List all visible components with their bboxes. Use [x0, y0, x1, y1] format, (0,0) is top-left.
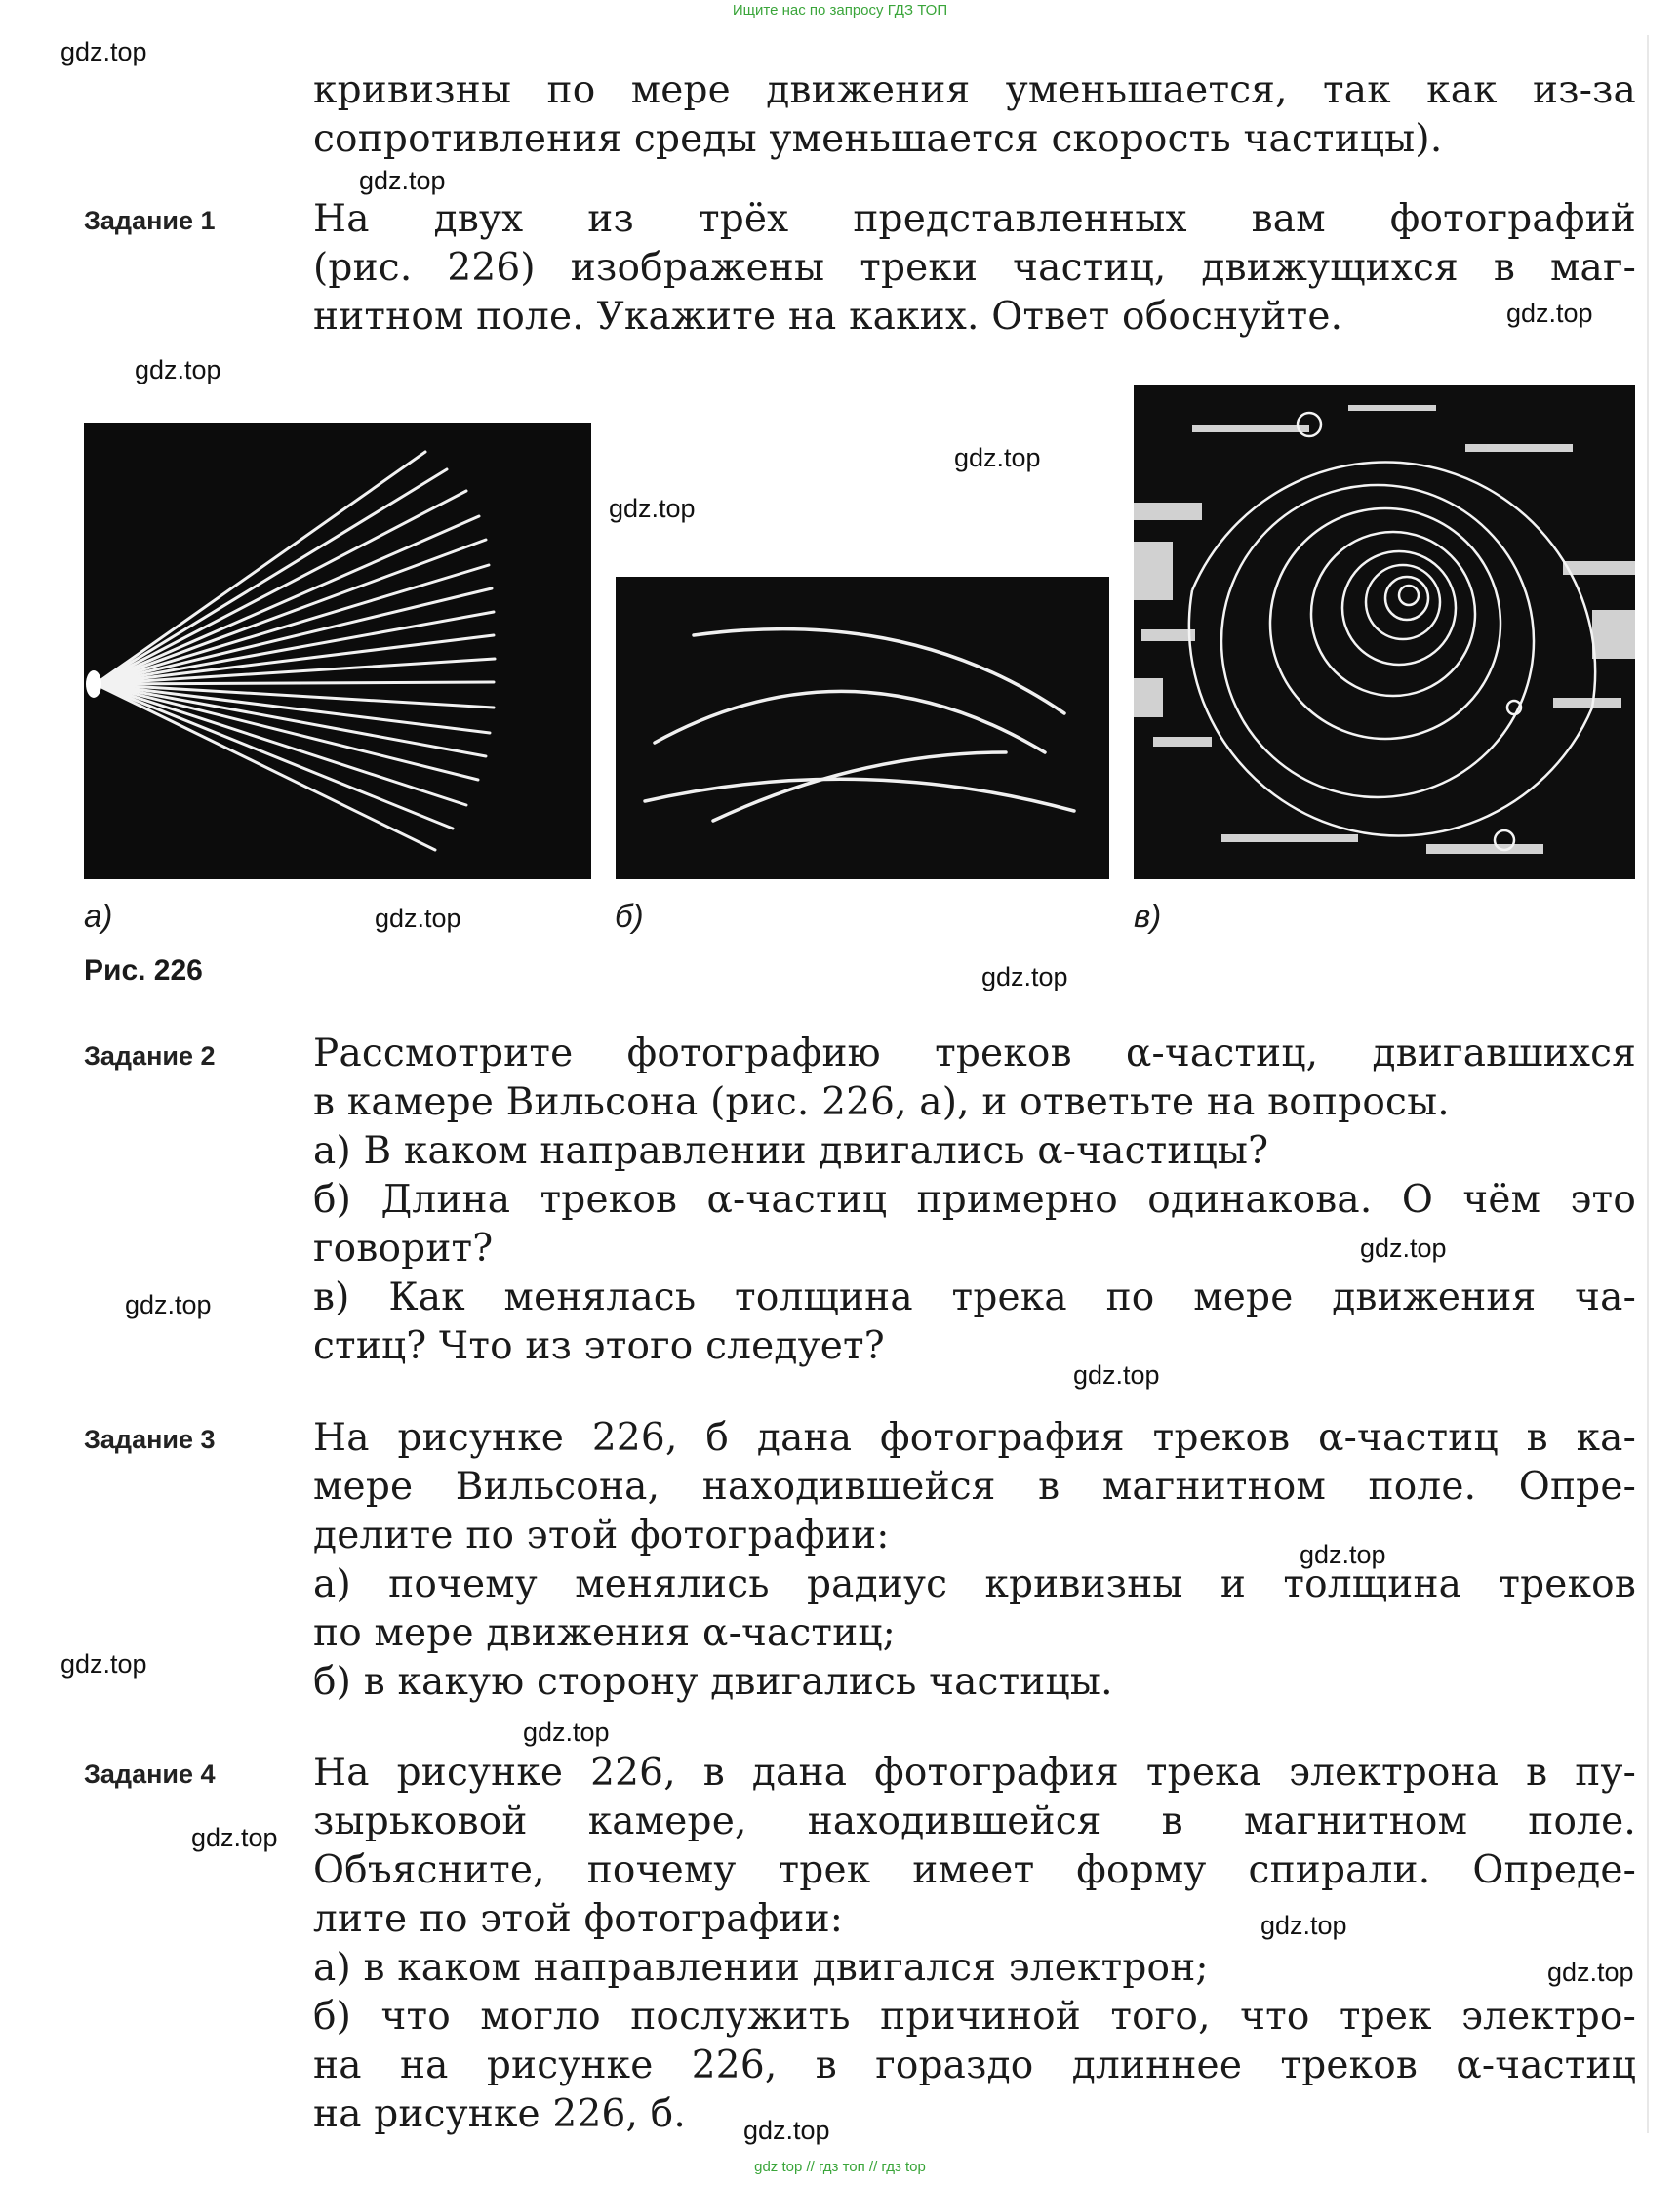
task-2-label: Задание 2: [84, 1041, 216, 1071]
watermark: gdz.top: [1360, 1234, 1447, 1263]
text-line: лите по этой фотографии:: [313, 1897, 844, 1941]
watermark: gdz.top: [1073, 1360, 1160, 1390]
text-line: На рисунке 226, б дана фотография треков α-частиц в ка-: [313, 1416, 1636, 1460]
intro-paragraph: [313, 66, 1636, 164]
text-line: на на рисунке 226, в гораздо длиннее треков α-частиц: [313, 2043, 1636, 2087]
task-3-label: Задание 3: [84, 1425, 216, 1454]
watermark: gdz.top: [135, 355, 221, 384]
watermark: gdz.top: [1300, 1540, 1386, 1569]
task-3-text: [313, 1414, 1636, 1707]
watermark: gdz.top: [359, 166, 446, 195]
watermark: gdz.top: [375, 904, 461, 933]
text-line: в) Как менялась толщина трека по мере движения ча-: [313, 1275, 1636, 1319]
figure-label-b: б): [615, 898, 644, 934]
watermark: gdz.top: [981, 962, 1068, 991]
text-line: На рисунке 226, в дана фотография трека электрона в пу-: [313, 1751, 1636, 1795]
text-line: стиц? Что из этого следует?: [313, 1324, 885, 1368]
text-line: а) почему менялись радиус кривизны и толщина треков: [313, 1562, 1636, 1606]
text-line: б) что могло послужить причиной того, что трек электро-: [313, 1995, 1636, 2039]
text-line: а) В каком направлении двигались α-частицы?: [313, 1129, 1269, 1173]
figure-label-c: в): [1134, 898, 1162, 934]
watermark: gdz.top: [1547, 1958, 1634, 1987]
watermark: gdz.top: [191, 1823, 278, 1852]
watermark: gdz.top: [125, 1290, 212, 1319]
text-line: говорит?: [313, 1227, 494, 1271]
task-4-label: Задание 4: [84, 1760, 216, 1789]
watermark: gdz.top: [1260, 1911, 1347, 1940]
text-line: в камере Вильсона (рис. 226, а), и ответьте на вопросы.: [313, 1080, 1450, 1124]
text-line: (рис. 226) изображены треки частиц, движущихся в маг-: [313, 246, 1636, 290]
text-line: зырьковой камере, находившейся в магнитном поле.: [313, 1800, 1636, 1843]
footer-links[interactable]: gdz top // гдз топ // гдз top: [754, 2159, 926, 2175]
text-line: мере Вильсона, находившейся в магнитном поле. Опре-: [313, 1465, 1636, 1509]
text-line: Объясните, почему трек имеет форму спирали. Опреде-: [313, 1848, 1636, 1892]
task-1-label: Задание 1: [84, 206, 216, 235]
photo-b-curved-tracks: [616, 577, 1109, 879]
text-line: сопротивления среды уменьшается скорость частицы).: [313, 117, 1443, 161]
text-line: Рассмотрите фотографию треков α-частиц, двигавшихся: [313, 1032, 1636, 1075]
task-2-text: [313, 1030, 1636, 1371]
text-line: на рисунке 226, б.: [313, 2092, 686, 2136]
watermark: gdz.top: [523, 1718, 610, 1747]
figure-label-a: а): [84, 898, 113, 934]
task-4-text: [313, 1749, 1636, 2139]
alpha-tracks-image: [84, 423, 591, 879]
text-line: делите по этой фотографии:: [313, 1514, 890, 1558]
watermark: gdz.top: [1506, 299, 1593, 328]
watermark: gdz.top: [60, 37, 147, 66]
watermark: gdz.top: [743, 2116, 830, 2145]
text-line: б) Длина треков α-частиц примерно одинакова. О чём это: [313, 1178, 1636, 1222]
text-line: б) в какую сторону двигались частицы.: [313, 1660, 1113, 1704]
watermark: gdz.top: [60, 1649, 147, 1679]
figure-caption: Рис. 226: [84, 954, 203, 987]
spiral-track-image: [1134, 385, 1635, 879]
text-line: На двух из трёх представленных вам фотографий: [313, 197, 1636, 241]
text-line: кривизны по мере движения уменьшается, так как из-за: [313, 68, 1636, 112]
page-edge-shadow: [1647, 35, 1649, 2133]
photo-a-alpha-tracks: [84, 423, 591, 879]
text-line: а) в каком направлении двигался электрон;: [313, 1946, 1209, 1990]
text-line: нитном поле. Укажите на каких. Ответ обоснуйте.: [313, 295, 1343, 339]
photo-c-electron-spiral: [1134, 385, 1635, 879]
curved-tracks-image: [616, 577, 1109, 879]
top-notice[interactable]: Ищите нас по запросу ГДЗ ТОП: [732, 2, 948, 19]
task-1-text: [313, 195, 1636, 342]
watermark: gdz.top: [954, 443, 1041, 472]
watermark: gdz.top: [609, 494, 696, 523]
text-line: по мере движения α-частиц;: [313, 1611, 897, 1655]
